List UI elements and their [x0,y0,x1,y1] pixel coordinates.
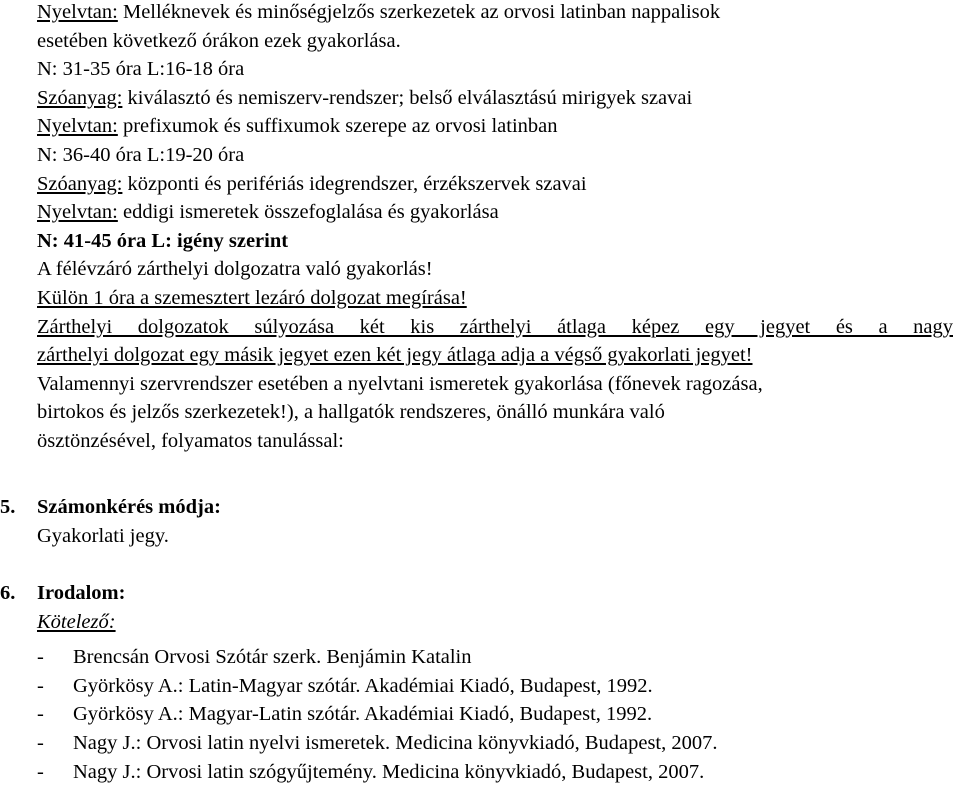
line-text: Melléknevek és minőségjelzős szerkezetek az orvosi latinban nappalisok [117,1,721,23]
grammar-label: Nyelvtan: [37,201,118,224]
reference-text: Györkösy A.: Magyar-Latin szótár. Akadémiai Kiadó, Budapest, 1992. [73,703,653,726]
text-line [37,170,953,199]
text-line [37,84,953,113]
text-line: Valamennyi szervrendszer esetében a nyelvtani ismeretek gyakorlása (főnevek ragozása, [37,372,763,395]
reference-item [37,729,718,758]
text-line: birtokos és jelzős szerkezetek!), a hallgatók rendszeres, önálló munkára való [37,401,665,424]
reference-item [37,700,718,729]
list-dash: - [37,760,44,783]
reference-text: Nagy J.: Orvosi latin szógyűjtemény. Medicina könyvkiadó, Budapest, 2007. [73,760,705,783]
line-text: prefixumok és suffixumok szerepe az orvosi latinban [117,115,558,138]
list-dash: - [37,703,44,726]
list-dash: - [37,731,44,754]
text-line: ösztönzésével, folyamatos tanulással: [37,429,344,452]
text-line: Zárthelyi dolgozatok súlyozása két kis zárthelyi átlaga képez egy jegyet és a nagy [37,315,953,338]
list-dash: - [37,646,44,669]
reference-text: Brencsán Orvosi Szótár szerk. Benjámin Katalin [73,646,472,669]
text-line: esetében következő órákon ezek gyakorlása. [37,29,401,52]
hours-line: N: 31-35 óra L:16-18 óra [37,58,245,81]
section-6 [0,579,718,786]
section-number: 5. [0,496,16,518]
vocabulary-label: Szóanyag: [37,86,123,109]
hours-line: N: 41-45 óra L: igény szerint [37,229,289,252]
reference-item [37,643,718,672]
list-dash: - [37,674,44,697]
syllabus-block [37,0,953,456]
reference-text: Györkösy A.: Latin-Magyar szótár. Akadémiai Kiadó, Budapest, 1992. [73,674,653,697]
vocabulary-label: Szóanyag: [37,172,123,195]
grammar-label: Nyelvtan: [37,1,118,23]
section-number: 6. [0,582,16,604]
text-line [37,198,953,227]
reference-list [0,636,718,786]
hours-line: N: 36-40 óra L:19-20 óra [37,143,245,166]
grammar-label: Nyelvtan: [37,115,118,138]
text-line: A félévzáró zárthelyi dolgozatra való gyakorlás! [37,258,433,281]
section-heading [0,493,221,522]
line-text: eddigi ismeretek összefoglalása és gyakorlása [117,201,499,224]
text-line [37,112,953,141]
reference-text: Nagy J.: Orvosi latin nyelvi ismeretek. Medicina könyvkiadó, Budapest, 2007. [73,731,718,754]
section-body: Gyakorlati jegy. [37,524,169,547]
text-line: zárthelyi dolgozat egy másik jegyet ezen két jegy átlaga adja a végső gyakorlati jegyet! [37,344,753,367]
section-heading [0,579,718,608]
required-subheading: Kötelező: [37,610,116,633]
section-title: Számonkérés módja: [37,496,221,518]
section-title: Irodalom: [37,582,126,604]
text-line [37,0,953,27]
line-text: központi és perifériás idegrendszer, érzékszervek szavai [122,172,587,195]
text-line: Külön 1 óra a szemesztert lezáró dolgozat megírása! [37,286,467,309]
section-5 [0,493,221,550]
reference-item [37,672,718,701]
line-text: kiválasztó és nemiszerv-rendszer; belső elválasztású mirigyek szavai [122,86,693,109]
